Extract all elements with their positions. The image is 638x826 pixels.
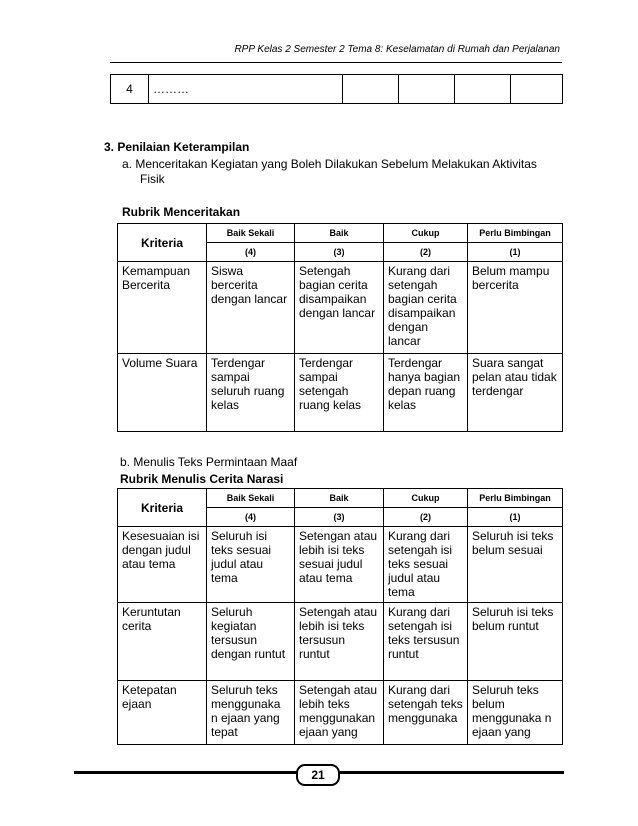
table-header-row (118, 489, 563, 508)
rubric-table-speaking (117, 223, 563, 432)
score-header: (4) (207, 508, 295, 527)
descriptor-cell: Suara sangat pelan atau tidak terdengar (468, 354, 563, 432)
table-row (118, 262, 563, 354)
descriptor-cell: Terdengar sampai setengah ruang kelas (295, 354, 384, 432)
table-row (118, 354, 563, 432)
empty-cell (343, 75, 399, 104)
score-header: (3) (295, 508, 384, 527)
row-ellipsis: ……… (149, 75, 343, 104)
item-a-line2: Fisik (140, 172, 165, 186)
criterion-cell: Ketepatan ejaan (118, 681, 207, 745)
descriptor-cell: Seluruh isi teks belum sesuai (468, 527, 563, 603)
criterion-cell: Volume Suara (118, 354, 207, 432)
descriptor-cell: Terdengar sampai seluruh ruang kelas (207, 354, 295, 432)
level-header: Baik Sekali (207, 224, 295, 243)
section-heading: 3. Penilaian Keterampilan (104, 140, 250, 154)
descriptor-cell: Terdengar hanya bagian depan ruang kelas (384, 354, 468, 432)
criteria-header: Kriteria (118, 489, 207, 527)
item-a-line1: a. Menceritakan Kegiatan yang Boleh Dilakukan Sebelum Melakukan Aktivitas (122, 157, 537, 171)
descriptor-cell: Setengah atau lebih teks menggunakan ejaan yang (295, 681, 384, 745)
descriptor-cell: Seluruh isi teks sesuai judul atau tema (207, 527, 295, 603)
level-header: Perlu Bimbingan (468, 224, 563, 243)
descriptor-cell: Seluruh kegiatan tersusun dengan runtut (207, 603, 295, 681)
empty-cell (511, 75, 563, 104)
table-row (118, 603, 563, 681)
descriptor-cell: Kurang dari setengah isi teks tersusun runtut (384, 603, 468, 681)
criteria-header: Kriteria (118, 224, 207, 262)
page-number: 21 (296, 764, 340, 786)
level-header: Cukup (384, 489, 468, 508)
empty-cell (399, 75, 455, 104)
rubric-title: Rubrik Menceritakan (122, 205, 241, 219)
descriptor-cell: Seluruh isi teks belum runtut (468, 603, 563, 681)
table-header-row (118, 224, 563, 243)
level-header: Perlu Bimbingan (468, 489, 563, 508)
score-header: (2) (384, 508, 468, 527)
rubric-table-writing (117, 488, 563, 745)
descriptor-cell: Kurang dari setengah teks menggunaka (384, 681, 468, 745)
table-row (118, 681, 563, 745)
level-header: Baik (295, 489, 384, 508)
criterion-cell: Kemampuan Bercerita (118, 262, 207, 354)
continuation-table (110, 74, 563, 104)
table-row (111, 75, 563, 104)
score-header: (3) (295, 243, 384, 262)
score-header: (2) (384, 243, 468, 262)
descriptor-cell: Kurang dari setengah isi teks sesuai judul atau tema (384, 527, 468, 603)
descriptor-cell: Kurang dari setengah bagian cerita disampaikan dengan lancar (384, 262, 468, 354)
descriptor-cell: Setengan atau lebih isi teks sesuai judul atau tema (295, 527, 384, 603)
level-header: Baik Sekali (207, 489, 295, 508)
score-header: (1) (468, 508, 563, 527)
empty-cell (455, 75, 511, 104)
descriptor-cell: Setengah atau lebih isi teks tersusun runtut (295, 603, 384, 681)
header-rule (110, 62, 562, 63)
level-header: Baik (295, 224, 384, 243)
descriptor-cell: Belum mampu bercerita (468, 262, 563, 354)
item-b-heading: b. Menulis Teks Permintaan Maaf (120, 455, 298, 469)
descriptor-cell: Seluruh teks belum menggunaka n ejaan yang (468, 681, 563, 745)
descriptor-cell: Siswa bercerita dengan lancar (207, 262, 295, 354)
score-header: (4) (207, 243, 295, 262)
descriptor-cell: Seluruh teks menggunaka n ejaan yang tepat (207, 681, 295, 745)
score-header: (1) (468, 243, 563, 262)
level-header: Cukup (384, 224, 468, 243)
rubric-title: Rubrik Menulis Cerita Narasi (120, 472, 284, 486)
row-number: 4 (111, 75, 149, 104)
page-header: RPP Kelas 2 Semester 2 Tema 8: Keselamatan di Rumah dan Perjalanan (234, 44, 560, 55)
criterion-cell: Keruntutan cerita (118, 603, 207, 681)
descriptor-cell: Setengah bagian cerita disampaikan dengan lancar (295, 262, 384, 354)
criterion-cell: Kesesuaian isi dengan judul atau tema (118, 527, 207, 603)
table-row (118, 527, 563, 603)
